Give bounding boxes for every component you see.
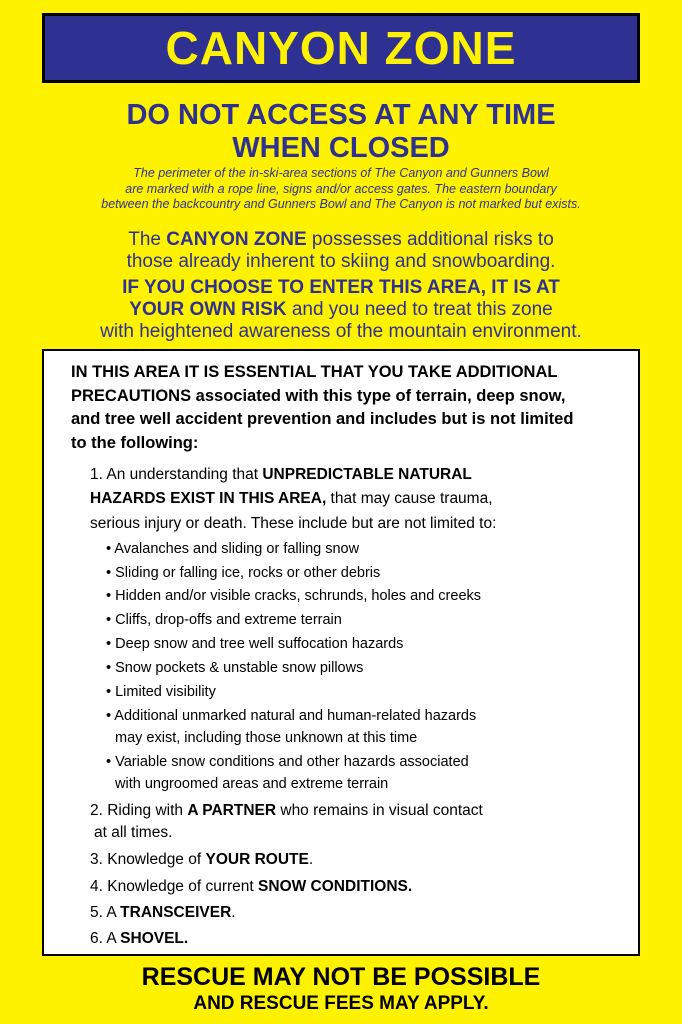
own-risk-line: YOUR OWN RISK and you need to treat this zone — [129, 299, 553, 320]
rescue-fees-warning: AND RESCUE FEES MAY APPLY. — [193, 993, 489, 1014]
risk-statement-line: those already inherent to skiing and snowboarding. — [126, 251, 556, 272]
precaution-item-1-line-2: HAZARDS EXIST IN THIS AREA, that may cause trauma, — [90, 490, 493, 507]
hazard-bullet: • Deep snow and tree well suffocation hazards — [106, 636, 404, 652]
precaution-item-1-line-3: serious injury or death. These include but are not limited to: — [90, 515, 497, 532]
perimeter-note — [0, 166, 682, 213]
precaution-item-1-line-1: 1. An understanding that UNPREDICTABLE NATURAL — [90, 466, 472, 483]
title-banner — [42, 13, 640, 83]
own-risk-line: IF YOU CHOOSE TO ENTER THIS AREA, IT IS AT — [122, 277, 560, 298]
hazard-bullet: • Cliffs, drop-offs and extreme terrain — [106, 612, 342, 628]
perimeter-note-line: between the backcountry and Gunners Bowl and The Canyon is not marked but exists. — [101, 197, 581, 211]
perimeter-note-line: are marked with a rope line, signs and/or access gates. The eastern boundary — [125, 181, 557, 196]
warning-heading-line-2: WHEN CLOSED — [232, 132, 450, 164]
hazard-bullet-continuation: may exist, including those unknown at this time — [115, 730, 418, 746]
hazard-bullet: • Snow pockets & unstable snow pillows — [106, 660, 364, 676]
hazard-bullet: • Hidden and/or visible cracks, schrunds, holes and creeks — [106, 588, 482, 604]
hazard-bullet-continuation: with ungroomed areas and extreme terrain — [115, 776, 389, 792]
hazard-bullet: • Additional unmarked natural and human-related hazards — [106, 708, 477, 724]
precaution-item-5: 5. A TRANSCEIVER. — [90, 904, 236, 921]
precaution-item-4: 4. Knowledge of current SNOW CONDITIONS. — [90, 878, 413, 895]
precaution-item-6: 6. A SHOVEL. — [90, 930, 189, 947]
hazard-bullet: • Limited visibility — [106, 684, 216, 700]
risk-statement — [0, 229, 682, 273]
warning-heading-line-1: DO NOT ACCESS AT ANY TIME — [126, 99, 556, 131]
hazard-bullet: • Avalanches and sliding or falling snow — [106, 541, 360, 557]
own-risk-line: with heightened awareness of the mountain environment. — [100, 321, 582, 342]
precaution-item-2-line-1: 2. Riding with A PARTNER who remains in visual contact — [90, 802, 483, 819]
zone-name-emphasis: CANYON ZONE — [166, 229, 307, 250]
precaution-item-3: 3. Knowledge of YOUR ROUTE. — [90, 851, 314, 868]
precautions-box — [42, 349, 640, 956]
hazard-bullet: • Variable snow conditions and other hazards associated — [106, 754, 469, 770]
perimeter-note-line: The perimeter of the in-ski-area sections of The Canyon and Gunners Bowl — [133, 166, 549, 180]
hazard-bullet: • Sliding or falling ice, rocks or other debris — [106, 565, 381, 581]
own-risk-statement — [0, 277, 682, 343]
precautions-intro: IN THIS AREA IT IS ESSENTIAL THAT YOU TAKE ADDITIONAL PRECAUTIONS associated with this type of terrain, deep snow, and tree well accident prevention and includes but is not limited to the following: — [71, 363, 574, 452]
sign-title: CANYON ZONE — [165, 22, 517, 74]
risk-statement-line: The CANYON ZONE possesses additional risks to — [128, 229, 554, 250]
precaution-item-2-line-2: at all times. — [94, 824, 173, 841]
rescue-warning: RESCUE MAY NOT BE POSSIBLE — [141, 963, 541, 991]
